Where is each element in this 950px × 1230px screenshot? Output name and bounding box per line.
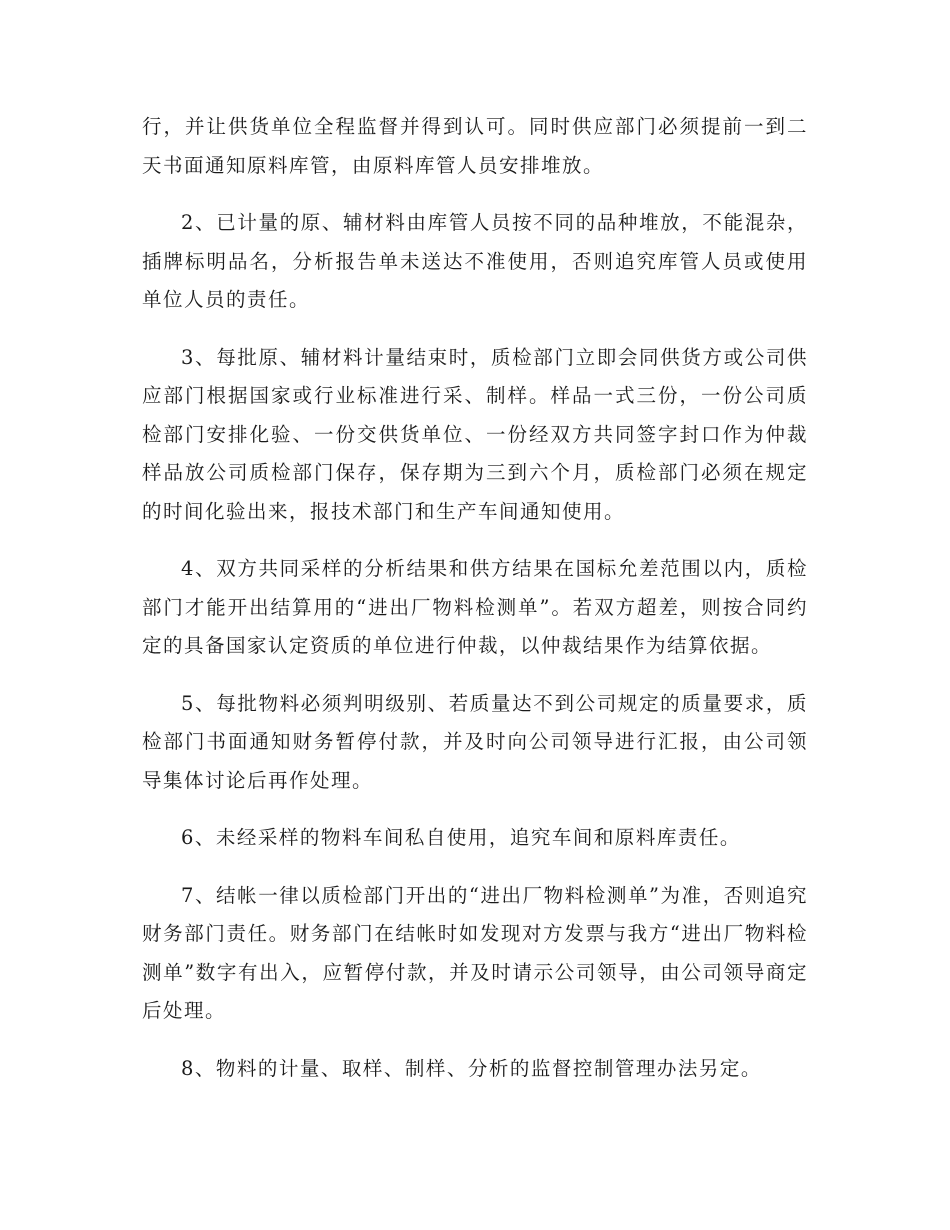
paragraph-item-5: 5、每批物料必须判明级别、若质量达不到公司规定的质量要求，质检部门书面通知财务暂停付款，并及时向公司领导进行汇报，由公司领导集体讨论后再作处理。 [142,691,808,792]
document-body [142,108,808,1107]
paragraph-item-7: 7、结帐一律以质检部门开出的“进出厂物料检测单”为准，否则追究财务部门责任。财务部门在结帐时如发现对方发票与我方“进出厂物料检测单”数字有出入，应暂停付款，并及时请示公司领导，由公司领导商定后处理。 [142,883,808,1022]
paragraph-item-2: 2、已计量的原、辅材料由库管人员按不同的品种堆放，不能混杂，插牌标明品名，分析报告单未送达不准使用，否则追究库管人员或使用单位人员的责任。 [142,211,808,311]
paragraph-continuation: 行，并让供货单位全程监督并得到认可。同时供应部门必须提前一到二天书面通知原料库管，由原料库管人员安排堆放。 [142,115,808,177]
paragraph-item-4: 4、双方共同采样的分析结果和供方结果在国标允差范围以内，质检部门才能开出结算用的“进出厂物料检测单”。若双方超差，则按合同约定的具备国家认定资质的单位进行仲裁，以仲裁结果作为结算依据。 [142,557,808,657]
paragraph-item-8: 8、物料的计量、取样、制样、分析的监督控制管理办法另定。 [181,1056,762,1080]
paragraph-item-6: 6、未经采样的物料车间私自使用，追究车间和原料库责任。 [181,826,741,849]
paragraph-item-3: 3、每批原、辅材料计量结束时，质检部门立即会同供货方或公司供应部门根据国家或行业标准进行采、制样。样品一式三份，一份公司质检部门安排化验、一份交供货单位、一份经双方共同签字封口作为仲裁样品放公司质检部门保存，保存期为三到六个月，质检部门必须在规定的时间化验出来，报技术部门和生产车间通知使用。 [142,345,808,523]
